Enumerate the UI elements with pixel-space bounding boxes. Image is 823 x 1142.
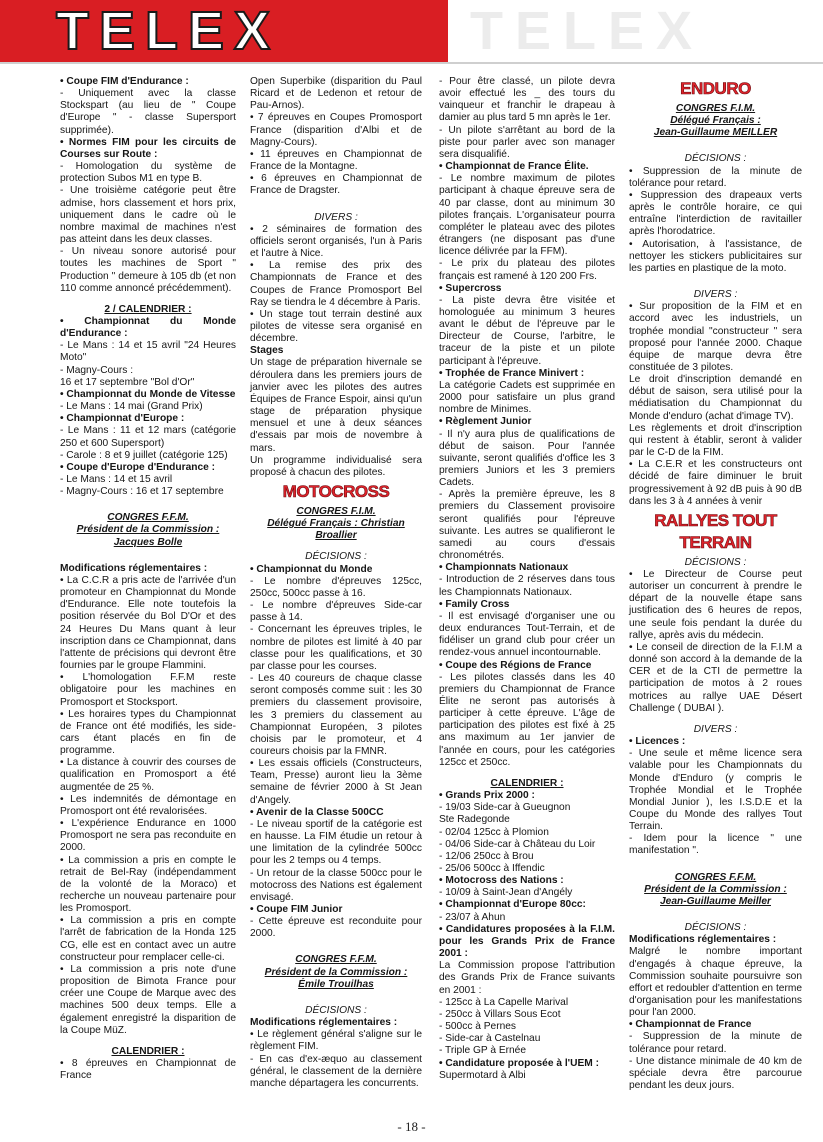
paragraph: • Les horaires types du Championnat de France ont été modifiés, les side-cars étant placés en fin de programme. <box>60 708 236 757</box>
congress-heading: Jean-Guillaume Meiller <box>660 895 771 907</box>
paragraph: - Après la première épreuve, les 8 premiers du Classement provisoire seront qualifiés pour l'épreuve suivante. Les autres se qualifieront le samedi au cours d'essais chronométrés. <box>439 489 615 562</box>
paragraph: • 7 épreuves en Coupes Promosport France (disparition d'Albi et de Magny-Cours). <box>250 112 422 148</box>
paragraph: Ste Radegonde <box>439 814 510 826</box>
section-heading: MOTOCROSS <box>282 482 390 501</box>
paragraph: - 02/04 125cc à Plomion <box>439 826 549 838</box>
paragraph: - Cette épreuve est reconduite pour 2000. <box>250 916 422 940</box>
spacer <box>250 198 422 212</box>
congress-heading: Émile Trouilhas <box>298 978 374 990</box>
paragraph: - Le nombre d'épreuves 125cc, 250cc, 500cc passe à 16. <box>250 575 422 599</box>
paragraph: La catégorie Cadets est supprimée en 2000 pour satisfaire un plus grand nombre de Minimes. <box>439 379 615 416</box>
column-4 <box>629 76 802 1092</box>
telex-banner <box>0 0 823 64</box>
bold-heading: • Coupe d'Europe d'Endurance : <box>60 461 216 473</box>
bold-heading: • Candidature proposée à l'UEM : <box>439 1057 599 1069</box>
paragraph: • Suppression de la minute de tolérance pour retard. <box>629 165 802 189</box>
paragraph: Un programme individualisé sera proposé à chacun des pilotes. <box>250 454 422 478</box>
paragraph: - Pour être classé, un pilote devra avoir effectué les _ des tours du vainqueur et franchir le drapeau à damier au plus tard 5 mn après le 1er. <box>439 76 615 124</box>
paragraph: • Suppression des drapeaux verts après le contrôle horaire, ce qui entraîne l'interdiction de ravitailler après l'horodatrice. <box>629 189 802 238</box>
paragraph: - Le Mans : 14 mai (Grand Prix) <box>60 401 203 413</box>
bold-heading: • Championnat du Monde <box>250 563 373 575</box>
paragraph: - Homologation du système de protection Subos M1 en type B. <box>60 161 236 185</box>
paragraph: - Le niveau sportif de la catégorie est en hausse. La FIM étudie un retour à une limitation de la cylindrée 500cc pour les 2 temps ou 4 temps. <box>250 818 422 867</box>
paragraph: - 500cc à Pernes <box>439 1021 517 1033</box>
section-heading: ENDURO <box>680 79 751 98</box>
congress-heading: Président de la Commission : <box>644 883 787 895</box>
bold-heading: CALENDRIER : <box>111 1045 185 1057</box>
paragraph: - Le Mans : 14 et 15 avril "24 Heures Moto" <box>60 340 236 364</box>
paragraph: • Sur proposition de la FIM et en accord avec les industriels, un trophée mondial "constructeur " sera proposé pour l'année 2000. Chaque équipe de marque devra être constituée de 3 pilotes. <box>629 301 802 373</box>
paragraph: - Le prix du plateau des pilotes français est ramené à 120 200 Frs. <box>439 258 615 282</box>
congress-heading: CONGRES F.F.M. <box>107 512 189 524</box>
congress-heading: Jean-Guillaume MEILLER <box>653 127 778 139</box>
paragraph: • L'expérience Endurance en 1000 Promosport ne sera pas reconduite en 2000. <box>60 818 236 854</box>
bold-heading: • Championnat d'Europe : <box>60 413 185 425</box>
paragraph: - La piste devra être visitée et homologuée au minimum 3 heures avant le début de l'épreuve par le Directeur de Course, l'arbitre, le traceur de la piste et un pilote participant à l'épreuve. <box>439 294 615 367</box>
paragraph: - Une distance minimale de 40 km de spéciale devra être parcourue pendant les deux jours. <box>629 1055 802 1092</box>
paragraph: - Le nombre maximum de pilotes participant à chaque épreuve sera de 40 par classe, dont au minimum 30 pilotes français. L'organisateur pourra compléter le plateau avec des pilotes étrangers (ne disposant pas d'une licence délivrée par la FFM). <box>439 173 615 258</box>
subsection-label: DÉCISIONS : <box>684 556 747 568</box>
paragraph: • L'homologation F.F.M reste obligatoire pour les machines en Promosport et Stocksport. <box>60 672 236 708</box>
bold-heading: • Coupe FIM Junior <box>250 904 343 915</box>
congress-heading: CONGRES F.I.M. <box>296 506 376 517</box>
paragraph: - Il n'y aura plus de qualifications de début de saison. Pour l'année suivante, seront qualifiés d'office les 3 premiers Juniors et les 3 premiers Cadets. <box>439 428 615 489</box>
bold-heading: • Family Cross <box>439 598 510 610</box>
paragraph: - 250cc à Villars Sous Ecot <box>439 1008 561 1020</box>
column-2 <box>250 76 422 1090</box>
congress-heading: Délégué Français : Christian Broallier <box>267 518 405 542</box>
paragraph: • La distance à couvrir des courses de qualification en Promosport a été augmentée de 25 %. <box>60 757 236 793</box>
bold-heading: • Championnat de France <box>629 1019 752 1031</box>
column-1 <box>60 76 236 1082</box>
paragraph: - Magny-Cours : <box>60 364 134 376</box>
paragraph: - Une troisième catégorie peut être admise, hors classement et hors prix, uniquement dans le cadre où le nombre maximal de machines n'est pas atteint dans les deux classes. <box>60 185 236 246</box>
spacer <box>60 295 236 304</box>
bold-heading: • Grands Prix 2000 : <box>439 790 535 802</box>
paragraph: - 19/03 Side-car à Gueugnon <box>439 802 571 814</box>
paragraph: - Uniquement avec la classe Stockspart (au lieu de " Coupe d'Europe " - classe Supersport supprimée). <box>60 88 236 136</box>
subsection-label: DÉCISIONS : <box>684 922 747 934</box>
paragraph: • 2 séminaires de formation des officiels seront organisés, l'un à Paris et l'autre à Nice. <box>250 223 422 260</box>
bold-heading: Modifications réglementaires : <box>60 562 208 574</box>
banner-rule <box>0 62 823 64</box>
banner-title: TELEX <box>56 1 281 61</box>
bold-heading: • Motocross des Nations : <box>439 875 564 887</box>
paragraph: - Introduction de 2 réserves dans tous les Championnats Nationaux. <box>439 574 615 598</box>
congress-heading: Jacques Bolle <box>113 536 183 548</box>
paragraph: Malgré le nombre important d'engagés à chaque épreuve, la Commission souhaite poursuivre son effort et redoubler d'attention en terme d'organisation pour les manifestations pour l'an 2000. <box>629 946 802 1019</box>
column-3 <box>439 76 615 1082</box>
bold-heading: CALENDRIER : <box>490 777 564 789</box>
paragraph: • La C.E.R et les constructeurs ont décidé de faire diminuer le bruit progressivement à 92 dB puis à 90 dB dans les 3 à 4 années à venir <box>629 459 802 507</box>
paragraph: • 11 épreuves en Championnat de France de la Montagne. <box>250 148 422 173</box>
paragraph: - Side-car à Castelnau <box>439 1033 541 1045</box>
spacer <box>629 715 802 724</box>
spacer <box>629 275 802 289</box>
paragraph: • La commission a pris en compte l'arrêt de fabrication de la Honda 125 CG, elle est en contact avec un autre constructeur pour remplacer celle-ci. <box>60 915 236 963</box>
paragraph: - 125cc à La Capelle Marival <box>439 996 569 1008</box>
paragraph: • Le règlement général s'aligne sur le règlement FIM. <box>250 1029 422 1053</box>
subsection-label: DIVERS : <box>314 211 358 223</box>
paragraph: 16 et 17 septembre "Bol d'Or" <box>60 376 195 388</box>
paragraph: • Autorisation, à l'assistance, de nettoyer les stickers publicitaires sur les parties en plastique de la moto. <box>629 238 802 274</box>
bold-heading: • Supercross <box>439 282 502 294</box>
congress-heading: CONGRES F.F.M. <box>295 954 377 966</box>
paragraph: - Suppression de la minute de tolérance pour retard. <box>629 1031 802 1055</box>
paragraph: - Les pilotes classés dans les 40 premiers du Championnat de France Élite ne seront pas autorisés à participer à cette épreuve. L'âge de participation des pilotes est fixé à 25 ans maximum au 1er janvier de l'année en cours, pour les catégories 125cc et 250cc. <box>439 671 615 768</box>
bold-heading: • Coupe des Régions de France <box>439 659 592 671</box>
paragraph: - Idem pour la licence " une manifestation ". <box>629 833 802 857</box>
congress-heading: CONGRES F.F.M. <box>674 871 757 883</box>
paragraph: Un stage de préparation hivernale se déroulera dans les premiers jours de janvier avec les pilotes des autres Équipes de France Espoir, ainsi qu'un stage de préparation physique mensuel et une à deux séances d'essais par mois de novembre à mars. <box>250 357 422 454</box>
paragraph: - Concernant les épreuves triples, le nombre de pilotes est limité à 40 par classe pour les qualifications, et 30 par classe pour les courses. <box>250 624 422 672</box>
paragraph: - Les 40 coureurs de chaque classe seront composés comme suit : les 30 premiers du classement provisoire, les 3 premiers du classement au Championnat Européen, 3 pilotes choisis par le promoteur, et 4 coureurs choisis par la FMNR. <box>250 673 422 757</box>
paragraph: - Le nombre d'épreuves Side-car passe à 14. <box>250 600 422 624</box>
bold-heading: 2 / CALENDRIER : <box>104 303 192 315</box>
paragraph: - Un retour de la classe 500cc pour le motocross des Nations est également envisagé. <box>250 867 422 903</box>
paragraph: • La commission a pris en compte le retrait de Bel-Ray (indépendamment de la volonté de la Moraco) et recherche un nouveau partenaire pour les Promosport. <box>60 854 236 915</box>
bold-heading: • Championnat de France Élite. <box>439 161 589 173</box>
paragraph: • Les indemnités de démontage en Promosport ont été revalorisées. <box>60 793 236 817</box>
paragraph: • La commission a pris note d'une proposition de Bimota France pour créer une Coupe de Marque avec des machines 500 deux temps. Elle a également enregistré la disparition de la Coupe MüZ. <box>60 963 236 1036</box>
spacer <box>629 858 802 872</box>
paragraph: La Commission propose l'attribution des Grands Prix de France suivants en 2001 : <box>439 960 615 996</box>
bold-heading: • Championnat d'Europe 80cc: <box>439 899 586 911</box>
bold-heading: • Avenir de la Classe 500CC <box>250 806 384 818</box>
spacer <box>60 498 236 512</box>
spacer <box>439 769 615 778</box>
congress-heading: CONGRES F.I.M. <box>675 103 756 114</box>
paragraph: - 10/09 à Saint-Jean d'Angély <box>439 887 573 899</box>
paragraph: • Le conseil de direction de la F.I.M a donné son accord à la demande de la CER et de la CTI de permettre la participation de motos à 2 roues motrices au rallye UAE Désert Challenge ( DUBAI ). <box>629 641 802 714</box>
spacer <box>60 1037 236 1046</box>
subsection-label: DIVERS : <box>693 723 738 735</box>
paragraph: - Un pilote s'arrêtant au bord de la piste pour parler avec son manager sera disqualifié. <box>439 124 615 160</box>
bold-heading: Stages <box>250 345 284 357</box>
paragraph: - Carole : 8 et 9 juillet (catégorie 125) <box>60 449 228 461</box>
page-number: - 18 - <box>397 1119 426 1134</box>
bold-heading: • Normes FIM pour les circuits de Courses sur Route : <box>60 136 236 160</box>
spacer <box>250 940 422 954</box>
subsection-label: DÉCISIONS : <box>305 551 367 563</box>
bold-heading: • Coupe FIM d'Endurance : <box>60 76 189 87</box>
paragraph: • 6 épreuves en Championnat de France de Dragster. <box>250 173 422 197</box>
subsection-label: DIVERS : <box>693 289 738 301</box>
congress-heading: Président de la Commission : <box>264 966 408 978</box>
paragraph: - Il est envisagé d'organiser une ou deux endurances Tout-Terrain, et de fidéliser un grand club pour créer un rendez-vous annuel incontournable. <box>439 610 615 659</box>
spacer <box>250 991 422 1005</box>
paragraph: - Un niveau sonore autorisé pour toutes les machines de Sport " Production " demeure à 105 db (et non 110 comme annoncé précédemment). <box>60 246 236 294</box>
bold-heading: Modifications réglementaires : <box>629 934 777 946</box>
spacer <box>629 139 802 153</box>
paragraph: Open Superbike (disparition du Paul Ricard et de Ledenon et retour de Pau-Arnos). <box>250 76 422 112</box>
banner-ghost-text: TELEX <box>470 1 705 61</box>
subsection-label: DÉCISIONS : <box>684 153 747 165</box>
bold-heading: • Règlement Junior <box>439 416 532 428</box>
bold-heading: • Trophée de France Minivert : <box>439 367 585 379</box>
paragraph: - Une seule et même licence sera valable pour les Championnats du Monde d'Enduro (y compris le Trophée Mondial et le Trophée Mondial Junior ), les I.S.D.E et la Coupe du Monde des rallyes Tout Terrain. <box>629 748 802 833</box>
bold-heading: • Championnat du Monde d'Endurance : <box>60 315 236 340</box>
bold-heading: • Championnats Nationaux <box>439 562 569 574</box>
paragraph: Le droit d'inscription demandé en début de saison, sera utilisé pour la médiatisation du Championnat du Monde d'enduro (achat d'image TV). <box>629 374 802 422</box>
bold-heading: • Licences : <box>629 736 686 748</box>
paragraph: - Le Mans : 11 et 12 mars (catégorie 250 et 600 Supersport) <box>60 425 236 449</box>
congress-heading: Président de la Commission : <box>76 524 220 536</box>
paragraph: • Le Directeur de Course peut autoriser un concurrent à prendre le départ de la nouvelle étape sans justification des 6 heures de repos, une seule fois pendant la durée du rallye, après avis du médecin. <box>629 569 802 641</box>
paragraph: • Les essais officiels (Constructeurs, Team, Presse) auront lieu la 3ème semaine de février 2000 à St Jean d'Angely. <box>250 758 422 806</box>
paragraph: • La remise des prix des Championnats de France et des Coupes de France Promosport Bel Ray se tiendra le 4 décembre à Paris. <box>250 260 422 308</box>
paragraph: • La C.C.R a pris acte de l'arrivée d'un promoteur en Championnat du Monde d'Endurance. Elle note toutefois la position réservée du Bol D'Or et des 24 Heures Du Mans quant à leur inscription dans ce Championnat, dans l'attente de précisions qui devront être fournies par le groupe Flammini. <box>60 574 236 672</box>
subsection-label: DÉCISIONS : <box>305 1004 367 1016</box>
paragraph: - 23/07 à Ahun <box>439 911 506 923</box>
paragraph: - Magny-Cours : 16 et 17 septembre <box>60 486 224 498</box>
paragraph: - 25/06 500cc à Iffendic <box>439 863 545 874</box>
paragraph: - Triple GP à Ernée <box>439 1045 527 1057</box>
paragraph: Les règlements et droit d'inscription qui restent à établir, seront à valider par le C-D de la FIM. <box>629 422 802 459</box>
spacer <box>60 549 236 563</box>
paragraph: • Un stage tout terrain destiné aux pilotes de vitesse sera organisé en décembre. <box>250 308 422 345</box>
section-heading: RALLYES TOUT TERRAIN <box>654 510 777 552</box>
paragraph: - 04/06 Side-car à Château du Loir <box>439 838 596 850</box>
paragraph: - 12/06 250cc à Brou <box>439 850 534 862</box>
bold-heading: • Championnat du Monde de Vitesse <box>60 388 236 400</box>
bold-heading: Modifications réglementaires : <box>250 1017 398 1029</box>
paragraph: - Le Mans : 14 et 15 avril <box>60 474 173 485</box>
congress-heading: Délégué Français : <box>670 115 761 127</box>
paragraph: Supermotard à Albi <box>439 1069 526 1081</box>
bold-heading: • Candidatures proposées à la F.I.M. pour les Grands Prix de France 2001 : <box>439 923 615 960</box>
paragraph: - En cas d'ex-æquo au classement général, le classement de la dernière manche départagera les concurrents. <box>250 1053 422 1089</box>
spacer <box>629 908 802 922</box>
paragraph: • 8 épreuves en Championnat de France <box>60 1058 236 1082</box>
